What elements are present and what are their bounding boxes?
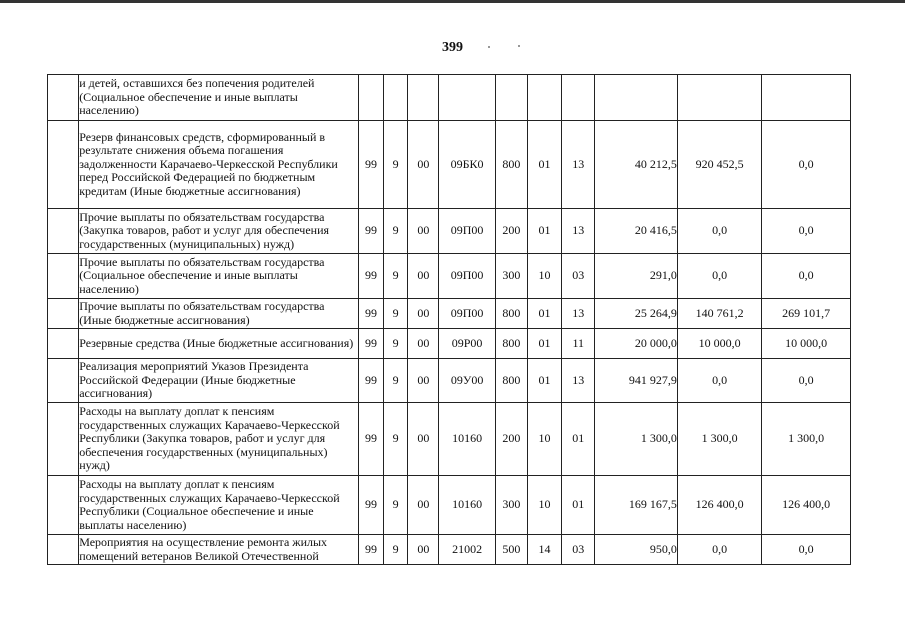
table-row [48,209,851,254]
description-cell: Прочие выплаты по обязательствам государства (Иные бюджетные ассигнования) [79,299,359,329]
row-number-cell [48,329,79,359]
description-cell: Резерв финансовых средств, сформированный в результате снижения объема погашения задолженности Карачаево-Черкесской Республики перед Российской Федерацией по бюджетным кредитам (Иные бюджетные ассигнования) [79,121,359,209]
subsection-cell: 13 [562,209,595,254]
section-cell: 10 [527,254,561,299]
row-number-cell [48,121,79,209]
description-cell: Расходы на выплату доплат к пенсиям государственных служащих Карачаево-Черкесской Республики (Социальное обеспечение и иные выплаты населению) [79,476,359,535]
amount-cell: 140 761,2 [677,299,762,329]
amount-cell: 291,0 [595,254,678,299]
amount-cell: 0,0 [762,254,851,299]
code-cell [384,75,408,121]
table-row [48,359,851,403]
code-cell: 00 [408,299,439,329]
amount-cell: 20 000,0 [595,329,678,359]
expense-type-cell: 200 [495,209,527,254]
expense-type-cell: 800 [495,299,527,329]
subsection-cell: 01 [562,403,595,476]
scan-speck [488,46,490,48]
expense-type-cell: 500 [495,535,527,565]
code-cell: 99 [358,359,383,403]
subsection-cell [562,75,595,121]
code-cell: 00 [408,359,439,403]
code-cell: 99 [358,299,383,329]
code-cell: 99 [358,535,383,565]
code-cell [358,75,383,121]
expense-type-cell: 800 [495,121,527,209]
amount-cell: 941 927,9 [595,359,678,403]
target-code-cell: 10160 [439,476,495,535]
code-cell: 99 [358,209,383,254]
target-code-cell: 09У00 [439,359,495,403]
budget-table [47,74,851,565]
description-cell: Прочие выплаты по обязательствам государства (Закупка товаров, работ и услуг для обеспечения государственных (муниципальных) нужд) [79,209,359,254]
amount-cell: 1 300,0 [762,403,851,476]
subsection-cell: 13 [562,299,595,329]
amount-cell: 25 264,9 [595,299,678,329]
scan-edge [0,0,905,3]
amount-cell: 950,0 [595,535,678,565]
subsection-cell: 03 [562,535,595,565]
target-code-cell: 09Р00 [439,329,495,359]
code-cell: 9 [384,476,408,535]
amount-cell: 0,0 [677,359,762,403]
amount-cell: 126 400,0 [677,476,762,535]
amount-cell: 126 400,0 [762,476,851,535]
section-cell: 01 [527,209,561,254]
expense-type-cell: 200 [495,403,527,476]
table-row [48,535,851,565]
code-cell: 99 [358,403,383,476]
target-code-cell: 10160 [439,403,495,476]
code-cell [408,75,439,121]
description-cell: Прочие выплаты по обязательствам государства (Социальное обеспечение и иные выплаты населению) [79,254,359,299]
amount-cell: 1 300,0 [677,403,762,476]
subsection-cell: 03 [562,254,595,299]
scan-speck [518,45,520,47]
row-number-cell [48,75,79,121]
code-cell: 9 [384,535,408,565]
section-cell: 14 [527,535,561,565]
section-cell: 01 [527,121,561,209]
table-row [48,121,851,209]
description-cell: Резервные средства (Иные бюджетные ассигнования) [79,329,359,359]
code-cell: 9 [384,359,408,403]
section-cell: 01 [527,329,561,359]
amount-cell: 1 300,0 [595,403,678,476]
row-number-cell [48,476,79,535]
code-cell: 99 [358,121,383,209]
code-cell: 00 [408,121,439,209]
amount-cell: 920 452,5 [677,121,762,209]
table-row [48,254,851,299]
amount-cell: 0,0 [762,359,851,403]
expense-type-cell: 800 [495,359,527,403]
subsection-cell: 11 [562,329,595,359]
target-code-cell: 21002 [439,535,495,565]
subsection-cell: 13 [562,359,595,403]
code-cell: 9 [384,209,408,254]
expense-type-cell [495,75,527,121]
amount-cell: 269 101,7 [762,299,851,329]
description-cell: Расходы на выплату доплат к пенсиям государственных служащих Карачаево-Черкесской Республики (Закупка товаров, работ и услуг для обеспечения государственных (муниципальных) нужд) [79,403,359,476]
code-cell: 9 [384,329,408,359]
row-number-cell [48,359,79,403]
subsection-cell: 13 [562,121,595,209]
table-row [48,329,851,359]
code-cell: 00 [408,403,439,476]
table-row [48,75,851,121]
amount-cell: 40 212,5 [595,121,678,209]
description-cell: Реализация мероприятий Указов Президента Российской Федерации (Иные бюджетные ассигнования) [79,359,359,403]
code-cell: 99 [358,329,383,359]
row-number-cell [48,299,79,329]
amount-cell [762,75,851,121]
expense-type-cell: 300 [495,254,527,299]
row-number-cell [48,254,79,299]
target-code-cell: 09П00 [439,299,495,329]
code-cell: 00 [408,535,439,565]
amount-cell: 0,0 [762,209,851,254]
code-cell: 00 [408,254,439,299]
table-row [48,476,851,535]
code-cell: 9 [384,121,408,209]
description-cell: Мероприятия на осуществление ремонта жилых помещений ветеранов Великой Отечественной [79,535,359,565]
row-number-cell [48,403,79,476]
table-row [48,403,851,476]
amount-cell: 0,0 [677,535,762,565]
table-row [48,299,851,329]
row-number-cell [48,535,79,565]
amount-cell: 0,0 [762,535,851,565]
section-cell: 10 [527,403,561,476]
code-cell: 99 [358,254,383,299]
target-code-cell: 09П00 [439,209,495,254]
amount-cell: 10 000,0 [677,329,762,359]
code-cell: 9 [384,403,408,476]
amount-cell: 20 416,5 [595,209,678,254]
amount-cell [677,75,762,121]
amount-cell: 0,0 [677,254,762,299]
section-cell: 10 [527,476,561,535]
target-code-cell [439,75,495,121]
amount-cell: 0,0 [762,121,851,209]
amount-cell [595,75,678,121]
code-cell: 99 [358,476,383,535]
subsection-cell: 01 [562,476,595,535]
code-cell: 00 [408,209,439,254]
expense-type-cell: 300 [495,476,527,535]
amount-cell: 0,0 [677,209,762,254]
code-cell: 00 [408,476,439,535]
amount-cell: 169 167,5 [595,476,678,535]
section-cell [527,75,561,121]
description-cell: и детей, оставшихся без попечения родителей (Социальное обеспечение и иные выплаты населению) [79,75,359,121]
row-number-cell [48,209,79,254]
code-cell: 9 [384,299,408,329]
target-code-cell: 09П00 [439,254,495,299]
amount-cell: 10 000,0 [762,329,851,359]
code-cell: 9 [384,254,408,299]
code-cell: 00 [408,329,439,359]
section-cell: 01 [527,299,561,329]
target-code-cell: 09БК0 [439,121,495,209]
page-number: 399 [442,40,463,55]
section-cell: 01 [527,359,561,403]
expense-type-cell: 800 [495,329,527,359]
